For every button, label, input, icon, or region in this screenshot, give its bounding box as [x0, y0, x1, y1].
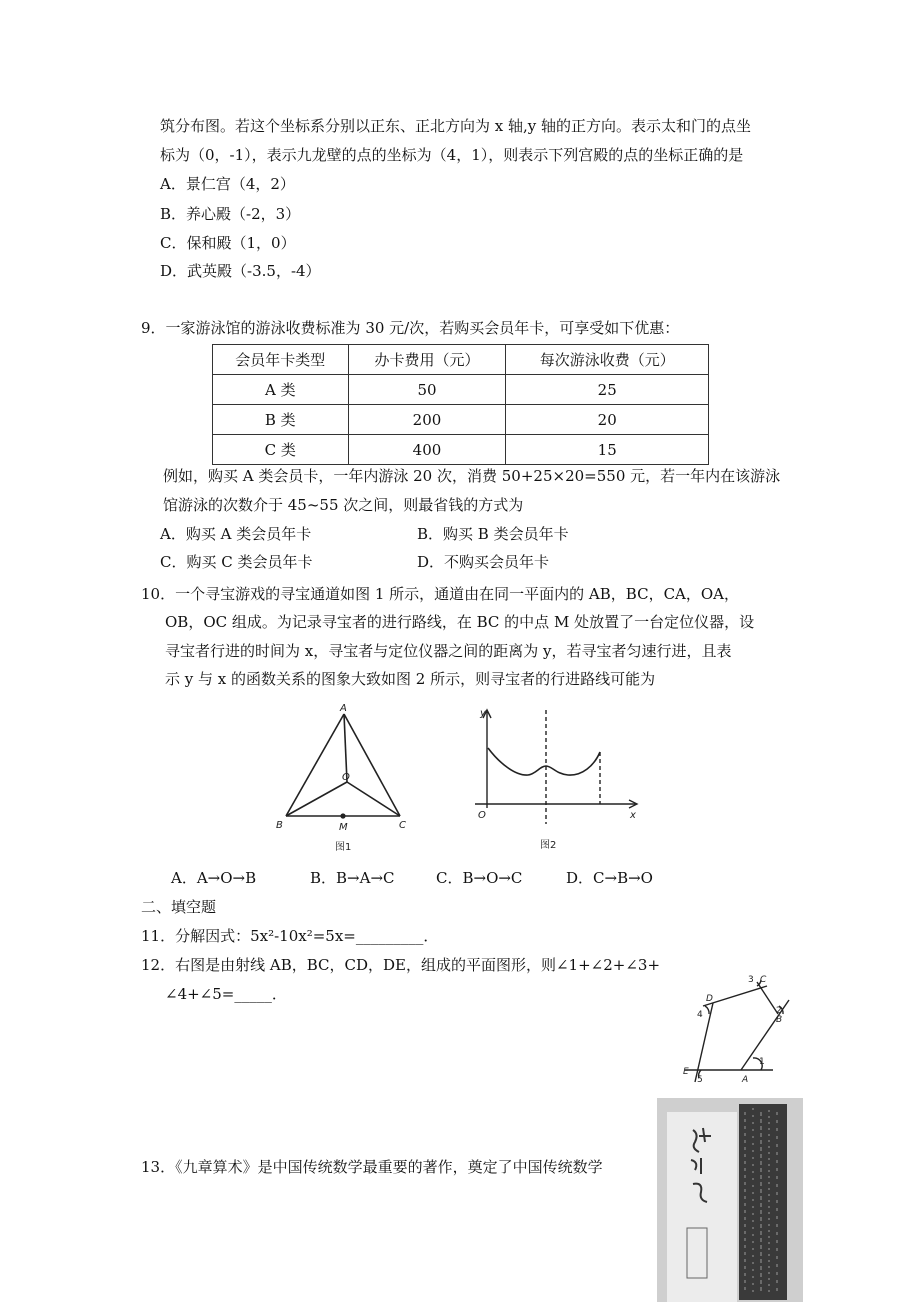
table-row	[213, 435, 709, 465]
figure-2-caption: 图2	[540, 840, 557, 851]
figure-1-caption: 图1	[335, 842, 352, 853]
q10-line-3: 寻宝者行进的时间为 x，寻宝者与定位仪器之间的距离为 y，若寻宝者匀速行进，且表	[165, 642, 732, 660]
q8-option-c: C．保和殿（1，0）	[160, 234, 296, 252]
point-m	[340, 813, 345, 818]
q8-option-d: D．武英殿（-3.5，-4）	[160, 262, 321, 280]
section-heading-fill-in: 二、填空题	[141, 898, 217, 916]
label-y: y	[480, 708, 486, 719]
table-cell: 15	[506, 435, 709, 465]
label-c: C	[399, 820, 406, 831]
table-header: 办卡费用（元）	[348, 345, 506, 375]
q8-line-1: 筑分布图。若这个坐标系分别以正东、正北方向为 x 轴,y 轴的正方向。表示太和门的点坐	[160, 117, 752, 135]
ray-bc	[757, 982, 778, 1014]
bamboo-slips	[739, 1104, 787, 1300]
table-cell: C 类	[213, 435, 349, 465]
label-b: B	[276, 820, 283, 831]
q9-option-c: C．购买 C 类会员年卡	[160, 553, 313, 571]
angle-3-label: 3	[748, 975, 754, 985]
table-row	[213, 405, 709, 435]
figure-q12-rays	[675, 970, 800, 1085]
label-o: O	[342, 772, 350, 783]
table-cell: B 类	[213, 405, 349, 435]
segment-oc	[347, 782, 400, 816]
table-cell: 50	[348, 375, 506, 405]
q9-option-d: D．不购买会员年卡	[417, 553, 550, 571]
angle-4-arc	[705, 1006, 709, 1014]
label-x: x	[630, 810, 636, 821]
q9-example-line-2: 馆游泳的次数介于 45~55 次之间，则最省钱的方式为	[163, 496, 524, 514]
q12-line-1: 12．右图是由射线 AB，BC，CD，DE，组成的平面图形，则∠1+∠2+∠3+	[141, 956, 661, 974]
label-a: A	[742, 1075, 749, 1085]
ray-ab	[741, 1000, 789, 1070]
table-cell: 25	[506, 375, 709, 405]
table-header-row	[213, 345, 709, 375]
book-cover	[667, 1112, 737, 1302]
table-cell: 20	[506, 405, 709, 435]
q8-option-a: A．景仁宫（4，2）	[160, 175, 295, 193]
table-cell: A 类	[213, 375, 349, 405]
q9-option-b: B．购买 B 类会员年卡	[417, 525, 569, 543]
q8-line-2: 标为（0，-1），表示九龙壁的点的坐标为（4，1），则表示下列宫殿的点的坐标正确的是	[160, 146, 744, 164]
q9-example-line-1: 例如，购买 A 类会员卡，一年内游泳 20 次，消费 50+25×20=550 元，若一年内在该游泳	[163, 467, 781, 485]
book-photo-image	[657, 1098, 803, 1302]
q10-line-1: 10．一个寻宝游戏的寻宝通道如图 1 所示，通道由在同一平面内的 AB，BC，CA，OA，	[141, 585, 740, 603]
q10-line-4: 示 y 与 x 的函数关系的图象大致如图 2 所示，则寻宝者的行进路线可能为	[165, 670, 656, 688]
segment-ac	[344, 714, 400, 816]
label-d: D	[706, 994, 713, 1004]
q12-line-2: ∠4+∠5=_____．	[165, 985, 287, 1003]
q10-option-d: D．C→B→O	[566, 869, 653, 887]
function-curve	[488, 748, 600, 775]
book-photo	[657, 1098, 803, 1302]
q8-option-b: B．养心殿（-2，3）	[160, 205, 301, 223]
table-header: 每次游泳收费（元）	[506, 345, 709, 375]
fee-table	[212, 344, 709, 465]
q9-option-a: A．购买 A 类会员年卡	[160, 525, 312, 543]
label-b: B	[776, 1015, 783, 1025]
label-m: M	[339, 822, 348, 833]
label-e: E	[683, 1067, 689, 1077]
q10-option-b: B．B→A→C	[310, 869, 395, 887]
label-a: A	[340, 703, 347, 714]
q11-text: 11．分解因式：5x²-10x²=5x=_________．	[141, 927, 439, 945]
table-cell: 400	[348, 435, 506, 465]
figure-2-graph	[470, 700, 650, 858]
angle-2-label: 2	[776, 1006, 782, 1016]
figure-1-triangle	[270, 700, 420, 858]
angle-1-label: 1	[759, 1057, 765, 1067]
table-row	[213, 375, 709, 405]
table-cell: 200	[348, 405, 506, 435]
q10-option-a: A．A→O→B	[171, 869, 257, 887]
q9-stem: 9．一家游泳馆的游泳收费标准为 30 元/次，若购买会员年卡，可享受如下优惠：	[141, 319, 680, 337]
table-header: 会员年卡类型	[213, 345, 349, 375]
angle-4-label: 4	[697, 1010, 703, 1020]
label-origin: O	[478, 810, 486, 821]
q13-text: 13．《九章算术》是中国传统数学最重要的著作，奠定了中国传统数学	[141, 1158, 603, 1176]
label-c: C	[760, 975, 767, 985]
angle-5-label: 5	[697, 1075, 703, 1085]
q10-option-c: C．B→O→C	[436, 869, 523, 887]
q10-line-2: OB，OC 组成。为记录寻宝者的进行路线，在 BC 的中点 M 处放置了一台定位仪器，设	[165, 613, 755, 631]
